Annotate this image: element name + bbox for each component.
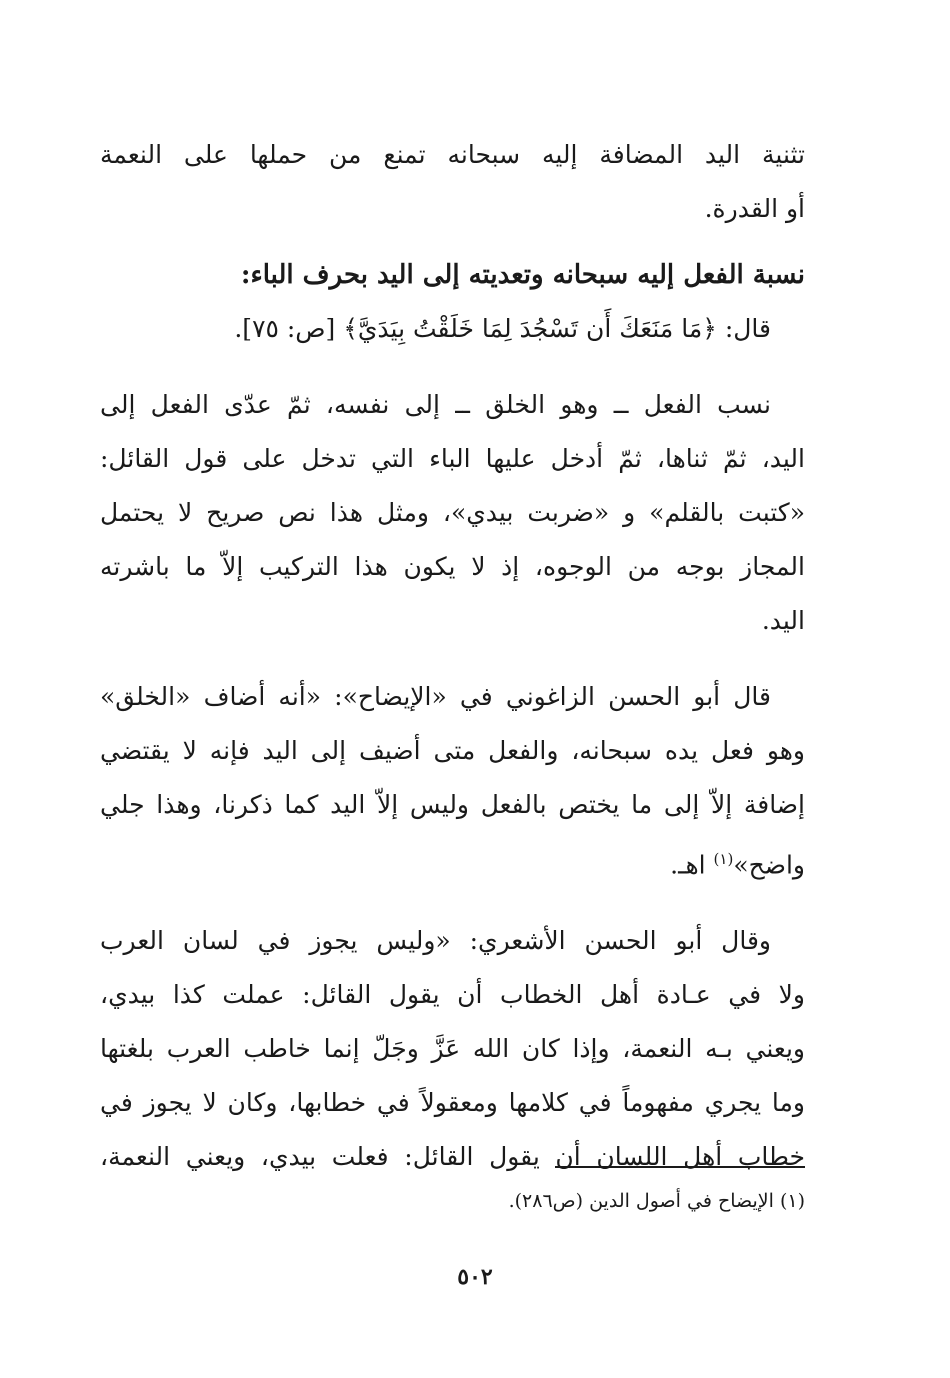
text-line (100, 832, 805, 892)
section-heading: نسبة الفعل إليه سبحانه وتعديته إلى اليد بحرف الباء: (240, 260, 805, 290)
quran-quote: قال: ﴿مَا مَنَعَكَ أَن تَسْجُدَ لِمَا خَلَقْتُ بِيَدَيَّ﴾ [ص: ٧٥]. (234, 314, 771, 343)
text-line: وهو فعل يده سبحانه، والفعل متى أضيف إلى اليد فإنه لا يقتضي (100, 736, 805, 765)
page-body (100, 128, 805, 1184)
page-number: ٥٠٢ (457, 1264, 493, 1290)
text-line: ويعني بـه النعمة، وإذا كان الله عَزَّ وجَلّ إنما خاطب العرب بلغتها (100, 1034, 805, 1064)
text-fragment: واضح» (733, 850, 805, 880)
text-line: خطاب أهل اللسان أن يقول القائل: فعلت بيدي، ويعني النعمة، (100, 1142, 805, 1172)
footnote-marker: (١) (779, 1190, 805, 1212)
footnote (509, 1186, 805, 1216)
text-line: وما يجري مفهوماً في كلامها ومعقولاً في خطابها، وكان لا يجوز في (100, 1088, 805, 1118)
text-line: «كتبت بالقلم» و «ضربت بيدي»، ومثل هذا نص صريح لا يحتمل (100, 498, 805, 527)
text-line: اليد، ثمّ ثناها، ثمّ أدخل عليها الباء التي تدخل على قول القائل: (100, 444, 805, 473)
spacer (100, 648, 805, 670)
text-line: المجاز بوجه من الوجوه، إذ لا يكون هذا التركيب إلاّ ما باشرته (100, 552, 805, 581)
text-line: ولا في عـادة أهل الخطاب أن يقول القائل: عملت كذا بيدي، (100, 980, 805, 1010)
footnote-separator (555, 1166, 805, 1168)
spacer (100, 356, 805, 378)
paragraph-1 (100, 128, 805, 236)
spacer (100, 892, 805, 914)
text-line: نسب الفعل ــ وهو الخلق ــ إلى نفسه، ثمّ عدّى الفعل إلى (100, 390, 771, 419)
text-line: أو القدرة. (704, 194, 805, 223)
text-line: قال أبو الحسن الزاغوني في «الإيضاح»: «أنه أضاف «الخلق» (100, 682, 771, 711)
text-line: وقال أبو الحسن الأشعري: «وليس يجوز في لسان العرب (100, 926, 771, 956)
text-line: تثنية اليد المضافة إليه سبحانه تمنع من حملها على النعمة (100, 140, 805, 169)
paragraph-2 (100, 378, 805, 648)
paragraph-3 (100, 670, 805, 892)
footnote-text: الإيضاح في أصول الدين (ص٢٨٦). (508, 1190, 774, 1212)
text-line: اليد. (761, 606, 805, 635)
footnote-reference: (١) (713, 850, 734, 868)
text-line: إضافة إلاّ إلى ما يختص بالفعل وليس إلاّ اليد كما ذكرنا، وهذا جلي (100, 790, 805, 819)
paragraph-4 (100, 914, 805, 1184)
text-fragment: اهـ. (670, 850, 714, 880)
